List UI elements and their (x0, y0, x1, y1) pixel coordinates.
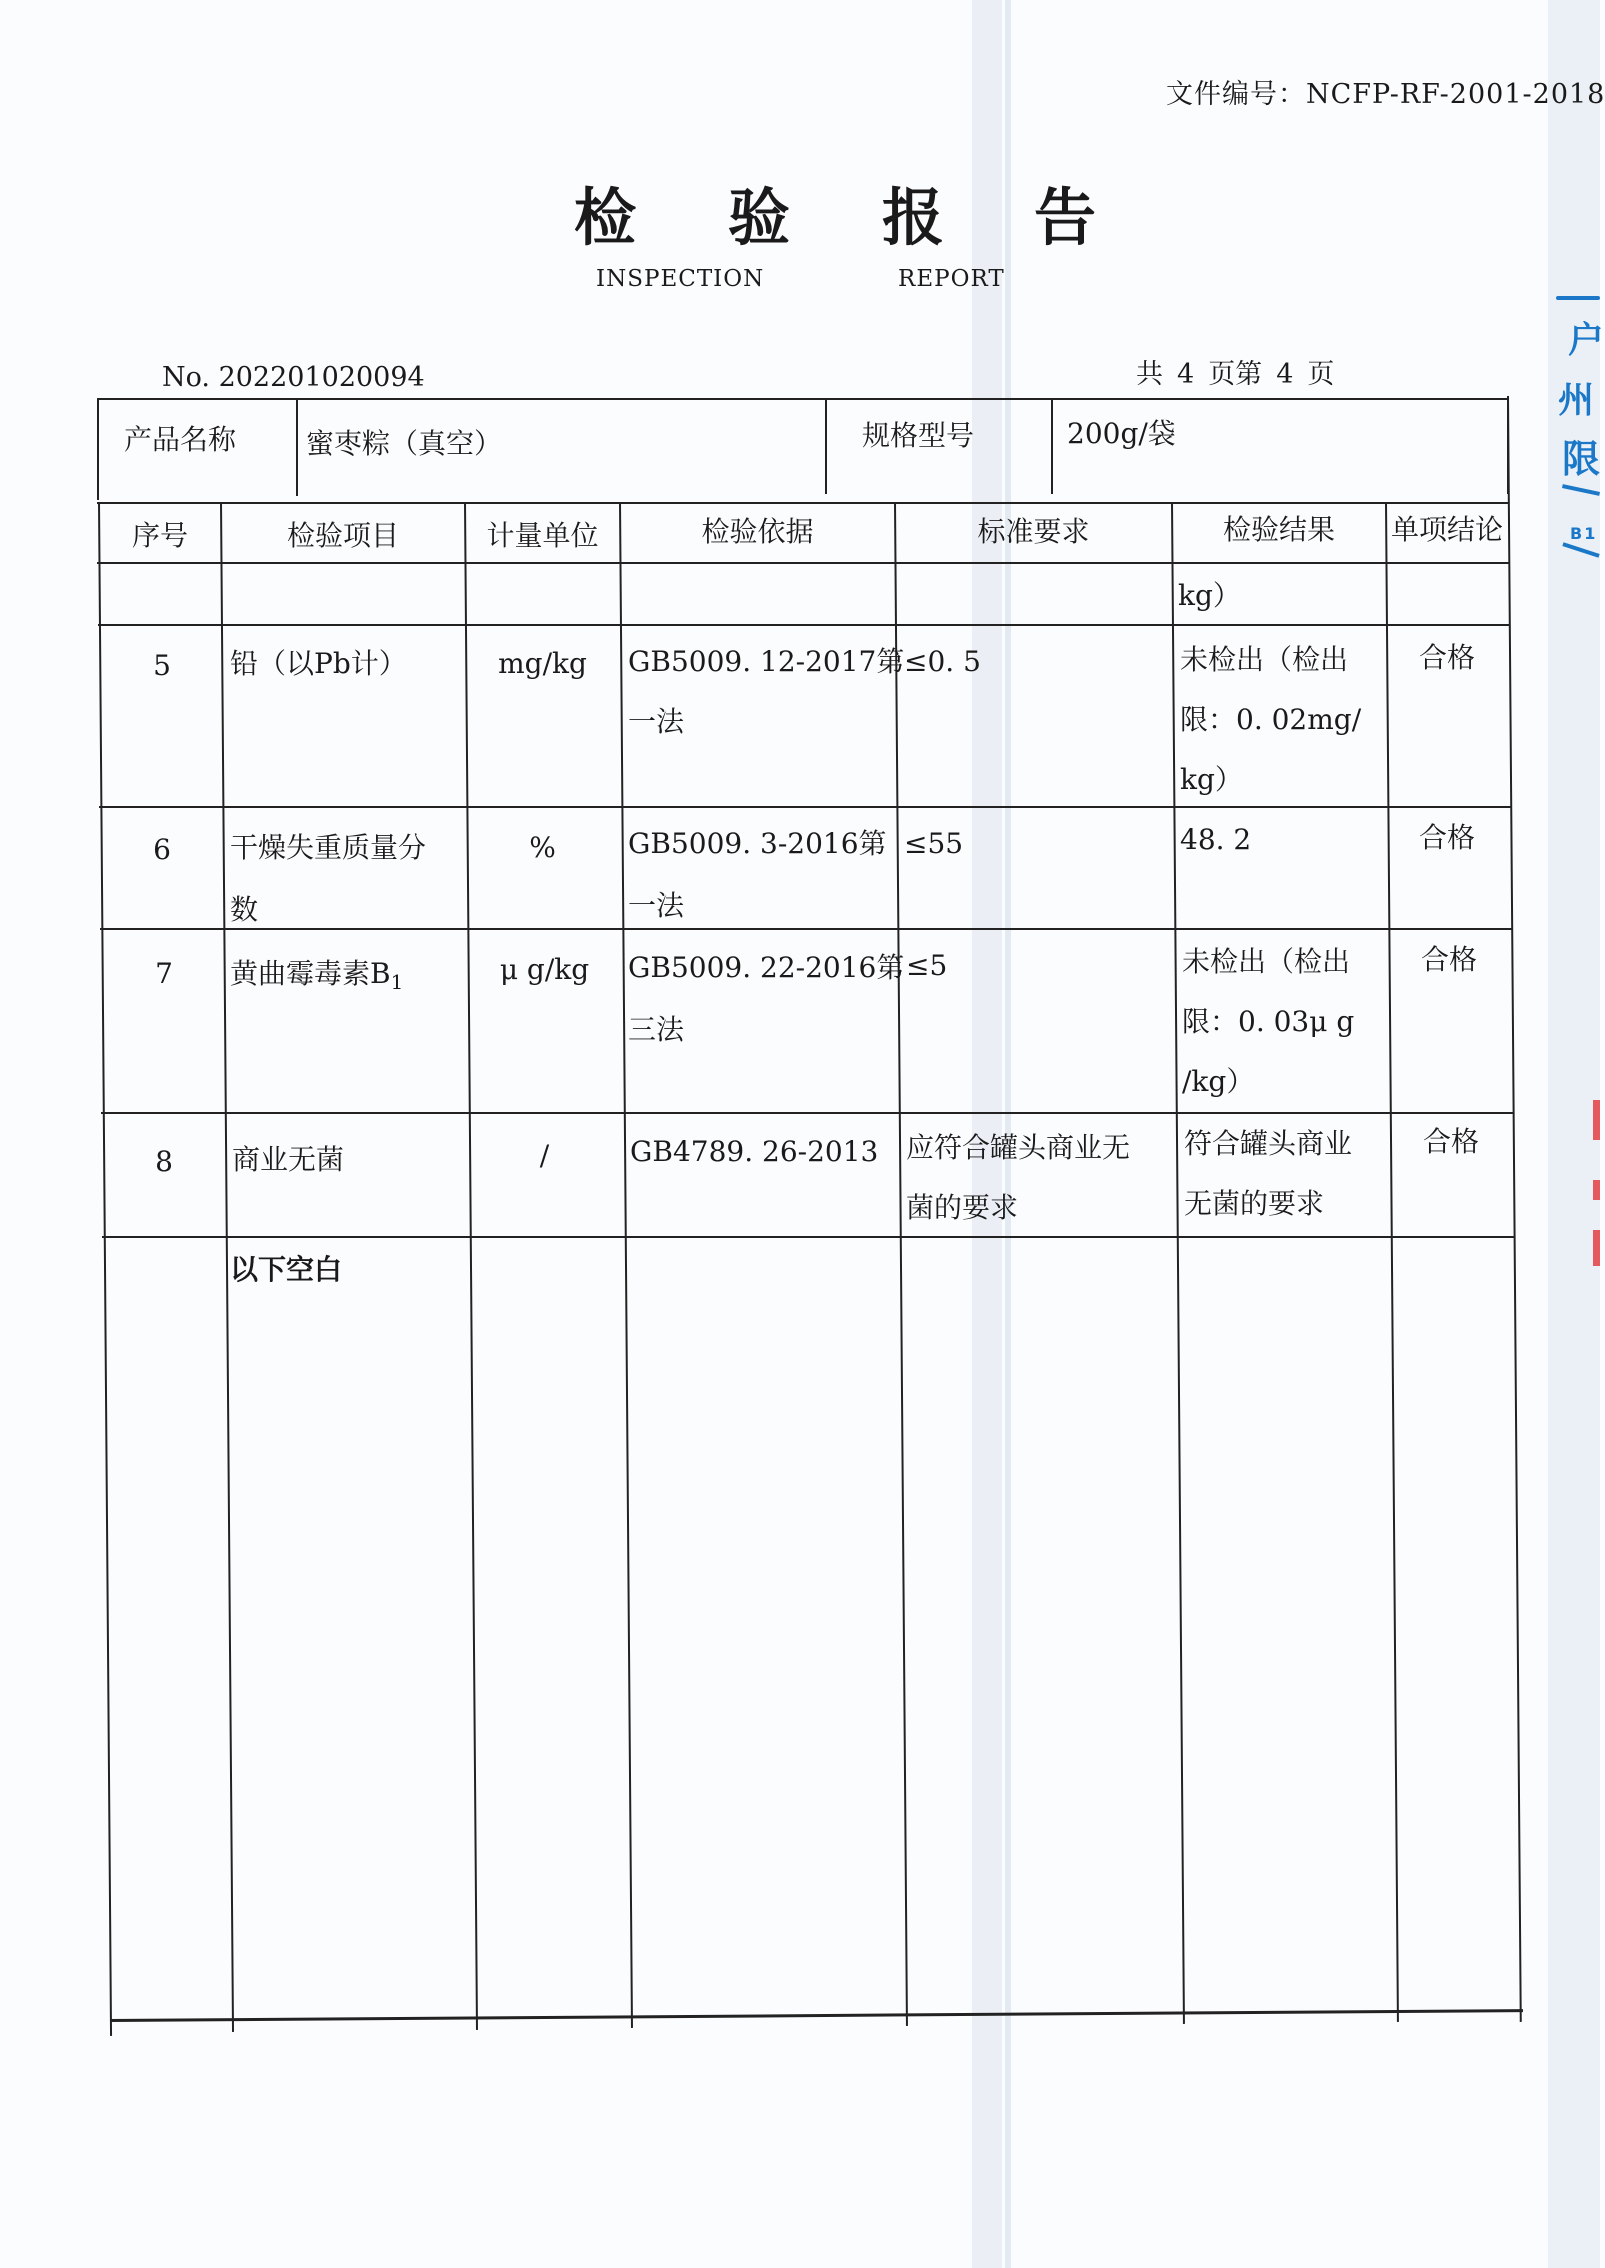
stamp-code: B1 (1570, 524, 1598, 543)
test-basis: GB5009. 12-2017第 (628, 645, 905, 678)
row-number: 5 (153, 649, 171, 682)
conclusion: 合格 (1418, 641, 1475, 674)
title-char: 告 (1034, 181, 1097, 254)
page-label-end: 页 (1307, 359, 1335, 390)
row-number: 7 (155, 957, 173, 990)
stamp-char: 州 (1558, 380, 1595, 421)
test-item: 铅（以Pb计） (230, 647, 407, 680)
blank-note: 以下空白 (230, 1253, 343, 1286)
standard-requirement: ≤0. 5 (904, 645, 981, 678)
standard-requirement: 菌的要求 (906, 1191, 1019, 1224)
stamp-char: 限 (1562, 437, 1601, 481)
test-result: 限：0. 02mg/ (1180, 703, 1362, 736)
test-basis: 三法 (628, 1013, 685, 1046)
table-border (102, 1236, 1514, 1238)
standard-requirement: ≤55 (904, 827, 964, 860)
page-total-label: 共 (1136, 359, 1163, 390)
test-result: 限：0. 03μ g (1182, 1005, 1355, 1038)
page-label-mid: 页第 (1208, 359, 1263, 390)
unit: μ g/kg (499, 953, 590, 986)
column-header: 单项结论 (1390, 513, 1503, 546)
conclusion: 合格 (1420, 943, 1477, 976)
column-header: 标准要求 (977, 515, 1090, 548)
title-char: 检 (574, 181, 637, 254)
table-border (98, 624, 1510, 626)
stamp-ring (1556, 296, 1600, 300)
test-basis: GB5009. 22-2016第 (628, 951, 905, 984)
table-border (464, 502, 478, 2030)
test-basis: 一法 (628, 705, 685, 738)
column-header: 计量单位 (486, 519, 599, 552)
page-total: 4 (1177, 359, 1195, 390)
table-border (100, 928, 1512, 930)
seal-fragment (1593, 1180, 1600, 1200)
test-result: 未检出（检出 (1180, 643, 1349, 676)
standard-requirement: ≤5 (906, 949, 948, 982)
test-basis: 一法 (628, 889, 685, 922)
product-name-value: 蜜枣粽（真空） (306, 427, 503, 460)
seal-fragment (1593, 1230, 1600, 1266)
table-border (98, 502, 112, 2036)
test-result: 无菌的要求 (1184, 1187, 1325, 1220)
title-english: REPORT (898, 266, 1005, 292)
standard-requirement: 应符合罐头商业无 (906, 1131, 1131, 1164)
product-spec-value: 200g/袋 (1067, 417, 1176, 450)
title-english: INSPECTION (596, 266, 765, 292)
test-basis: GB5009. 3-2016第 (628, 827, 887, 860)
test-result: 未检出（检出 (1182, 945, 1351, 978)
table-border (110, 2009, 1523, 2022)
test-result: 48. 2 (1180, 823, 1252, 856)
test-result: kg） (1180, 763, 1243, 796)
test-item-subscript: 1 (390, 970, 404, 994)
page-current: 4 (1276, 359, 1294, 390)
column-header: 检验项目 (286, 519, 399, 552)
table-border (894, 502, 908, 2026)
test-item (230, 944, 403, 1012)
unit: mg/kg (498, 647, 587, 680)
unit: % (529, 831, 556, 864)
test-result: /kg） (1182, 1065, 1255, 1098)
seal-fragment (1593, 1100, 1600, 1140)
row-number: 6 (153, 833, 171, 866)
title-char: 报 (882, 181, 945, 254)
row-number: 8 (155, 1145, 173, 1178)
table-border (97, 398, 99, 500)
test-basis: GB4789. 26-2013 (630, 1135, 879, 1168)
column-header: 检验依据 (701, 515, 814, 548)
table-border (296, 400, 298, 496)
column-header: 序号 (131, 519, 188, 552)
table-border (97, 398, 1509, 400)
stamp-ring (1562, 484, 1600, 496)
official-stamp (1548, 290, 1605, 590)
table-border (1507, 396, 1522, 2022)
report-number: No. 202201020094 (162, 362, 425, 393)
title-char: 验 (728, 181, 791, 254)
conclusion: 合格 (1422, 1125, 1479, 1158)
column-header: 检验结果 (1222, 513, 1335, 546)
test-item-text: 黄曲霉毒素B (230, 957, 391, 990)
unit: / (539, 1139, 550, 1172)
page-indicator (1136, 352, 1334, 391)
stamp-ring (1562, 542, 1599, 558)
table-border (99, 806, 1511, 808)
stamp-char: 户 (1568, 320, 1605, 361)
test-item: 商业无菌 (232, 1143, 345, 1176)
result-continuation: kg） (1178, 579, 1241, 612)
product-spec-label: 规格型号 (862, 419, 975, 452)
test-result: 符合罐头商业 (1184, 1127, 1353, 1160)
test-item: 数 (230, 893, 259, 926)
table-border (825, 398, 827, 494)
table-border (1385, 502, 1399, 2022)
table-border (1051, 398, 1053, 494)
document-id: 文件编号：NCFP-RF-2001-2018 (1166, 79, 1605, 110)
conclusion: 合格 (1418, 821, 1475, 854)
product-name-label: 产品名称 (124, 423, 237, 456)
test-item: 干燥失重质量分 (230, 831, 427, 864)
